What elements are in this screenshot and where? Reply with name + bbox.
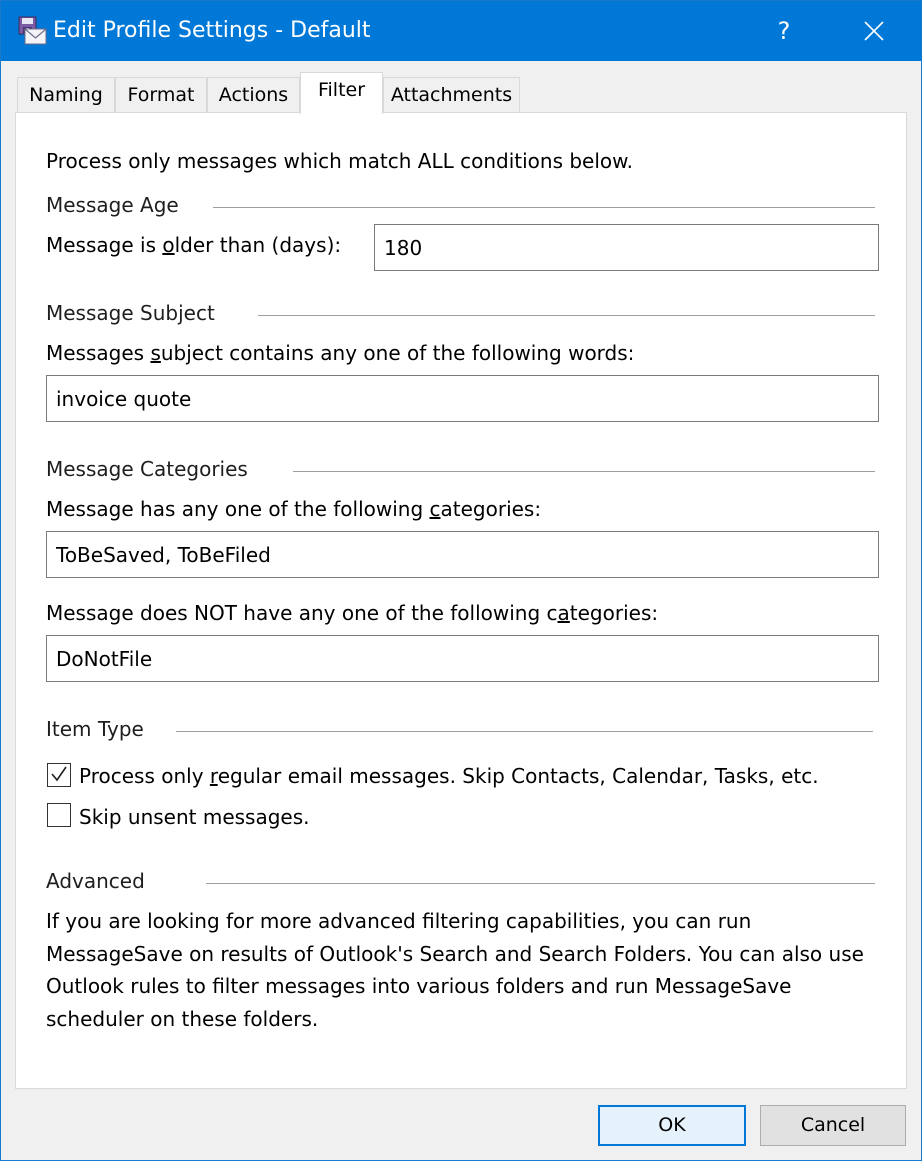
message-subject-input[interactable]	[46, 375, 879, 422]
advanced-help-text: If you are looking for more advanced filtering capabilities, you can run MessageSave on results of Outlook's Search and Search Folders. You can also use Outlook rules to filter messages into various folders and run MessageSave scheduler on these folders.	[46, 909, 864, 1031]
tab-format[interactable]: Format	[115, 77, 207, 113]
title-bar[interactable]	[1, 1, 921, 61]
section-message-categories: Message Categories	[46, 457, 248, 481]
cancel-button[interactable]: Cancel	[760, 1105, 906, 1146]
ok-button[interactable]: OK	[598, 1105, 746, 1146]
not-categories-input[interactable]	[46, 635, 879, 682]
skip-unsent-checkbox[interactable]	[47, 803, 71, 827]
has-categories-label: Message has any one of the following categories:	[46, 497, 542, 521]
skip-unsent-label[interactable]: Skip unsent messages.	[79, 805, 310, 829]
section-advanced: Advanced	[46, 869, 145, 893]
section-message-subject: Message Subject	[46, 301, 215, 325]
close-button[interactable]	[829, 1, 919, 61]
tab-actions[interactable]: Actions	[207, 77, 300, 113]
close-icon	[864, 21, 884, 41]
section-item-type: Item Type	[46, 717, 144, 741]
filter-tab-panel	[15, 112, 907, 1089]
regular-email-label[interactable]: Process only regular email messages. Skip Contacts, Calendar, Tasks, etc.	[79, 764, 819, 788]
section-divider	[176, 731, 873, 732]
message-age-input[interactable]	[374, 224, 879, 271]
section-divider	[206, 883, 875, 884]
filter-intro-text: Process only messages which match ALL conditions below.	[46, 149, 634, 173]
tab-filter[interactable]: Filter	[300, 72, 383, 114]
tab-naming[interactable]: Naming	[17, 77, 115, 113]
regular-email-checkbox[interactable]	[47, 763, 71, 787]
section-divider	[293, 471, 875, 472]
message-subject-label: Messages subject contains any one of the following words:	[46, 341, 635, 365]
tab-attachments[interactable]: Attachments	[383, 77, 520, 113]
checkmark-icon	[51, 765, 67, 783]
help-button[interactable]: ?	[777, 17, 791, 45]
window-title: Edit Profile Settings - Default	[53, 18, 371, 43]
mail-save-icon	[16, 15, 48, 47]
section-divider	[213, 207, 875, 208]
message-age-label: Message is older than (days):	[46, 233, 342, 257]
section-divider	[258, 315, 875, 316]
not-categories-label: Message does NOT have any one of the following categories:	[46, 601, 659, 625]
has-categories-input[interactable]	[46, 531, 879, 578]
section-message-age: Message Age	[46, 193, 179, 217]
